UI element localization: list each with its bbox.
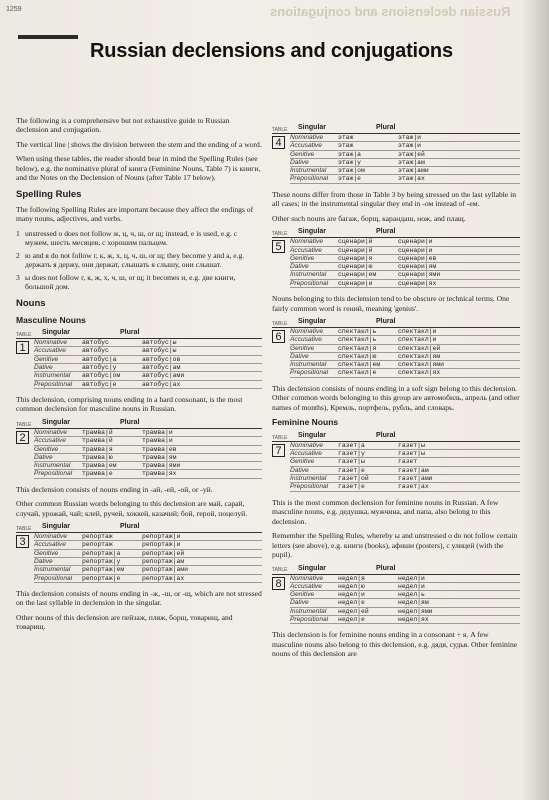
table-number: 3 — [16, 533, 34, 583]
singular-form: автобус|ом — [82, 372, 121, 380]
singular-form: сценари|й — [338, 246, 373, 254]
table-label: TABLE — [16, 331, 32, 338]
declension-table-3 — [16, 523, 262, 583]
singular-form: этаж|ом — [338, 167, 365, 175]
plural-form: этаж|и — [398, 134, 422, 141]
plural-form: автобус|ами — [142, 372, 185, 380]
table-header — [16, 329, 262, 339]
table-row — [290, 458, 520, 466]
plural-form: недел|и — [398, 574, 425, 582]
case-name: Genitive — [34, 445, 59, 453]
feminine-nouns-heading: Feminine Nouns — [272, 417, 339, 428]
case-name: Dative — [34, 453, 53, 461]
singular-form: репортаж|е — [82, 574, 121, 582]
plural-form: сценари|ев — [398, 254, 437, 262]
singular-form: газет|ы — [338, 458, 365, 466]
table-row — [290, 255, 520, 263]
table-row — [290, 328, 520, 336]
table-label: TABLE — [272, 567, 288, 574]
right-column — [272, 124, 520, 664]
plural-form: сценари|ях — [398, 279, 437, 287]
intro-paragraph: The vertical line | shows the division between the stem and the ending of a word. — [16, 139, 262, 149]
singular-form: автобус — [82, 347, 109, 355]
table-row — [290, 238, 520, 246]
singular-form: спектакл|ю — [338, 352, 377, 360]
case-name: Instrumental — [290, 607, 327, 615]
table-number: 8 — [272, 575, 290, 625]
table-row — [290, 134, 520, 142]
table-row — [290, 599, 520, 607]
singular-header: Singular — [298, 564, 327, 572]
singular-form: трамва|ем — [82, 462, 117, 470]
table-label: TABLE — [16, 421, 32, 428]
table-row — [290, 583, 520, 591]
singular-form: недел|е — [338, 616, 365, 624]
nouns-heading: Nouns — [16, 297, 46, 309]
plural-header: Plural — [376, 564, 396, 572]
singular-form: репортаж — [82, 533, 113, 541]
declension-table-5 — [272, 228, 520, 288]
singular-form: этаж — [338, 142, 354, 150]
case-name: Accusative — [34, 437, 66, 445]
case-name: Instrumental — [34, 566, 71, 574]
singular-form: спектакл|ь — [338, 336, 377, 344]
plural-form: этаж|ах — [398, 175, 425, 183]
table-note: This declension, comprising nouns ending in a hard consonant, is the most common declension for masculine nouns in Russian. — [16, 394, 243, 414]
case-name: Genitive — [290, 254, 315, 262]
table-header — [16, 523, 262, 533]
singular-form: недел|я — [338, 574, 365, 582]
table-row — [34, 437, 262, 445]
rule-item: 3 ы does not follow г, к, ж, х, ч, ш, or щ; it becomes и, e.g. две книги, большой дом. — [16, 272, 236, 292]
table-row — [290, 271, 520, 279]
plural-form: спектакл|ями — [398, 361, 445, 369]
table-header — [16, 419, 262, 429]
table-row — [34, 454, 262, 462]
case-name: Prepositional — [290, 483, 329, 491]
table-number: 7 — [272, 442, 290, 492]
table-row — [290, 151, 520, 159]
rule-item: 2 ю and я do not follow г, к, ж, х, ц, ч, ш, or щ; they become у and а, e.g. держать я держу, они держат, слышать я слышу, они слышат. — [16, 250, 245, 270]
table-header — [272, 432, 520, 442]
singular-form: газет|е — [338, 483, 365, 491]
table-row — [290, 247, 520, 255]
case-name: Instrumental — [34, 372, 71, 380]
plural-form: репортаж|ами — [142, 566, 189, 574]
singular-form: репортаж|ем — [82, 566, 125, 574]
singular-form: этаж|у — [338, 158, 362, 166]
case-name: Dative — [34, 558, 53, 566]
table-note: These nouns differ from those in Table 3 by being stressed on the last syllable in all cases; in the instrumental singular they end in -ом instead of -ем. — [272, 189, 517, 209]
case-name: Genitive — [34, 549, 59, 557]
title-accent-bar — [18, 35, 78, 39]
case-name: Nominative — [290, 441, 323, 449]
singular-form: спектакл|е — [338, 369, 377, 377]
case-name: Dative — [290, 158, 309, 166]
declension-table-4 — [272, 124, 520, 184]
plural-form: этаж|ами — [398, 167, 429, 175]
case-name: Accusative — [34, 347, 66, 355]
case-name: Accusative — [290, 336, 322, 344]
case-name: Dative — [290, 352, 309, 360]
plural-form: спектакл|и — [398, 327, 437, 335]
singular-form: этаж — [338, 134, 354, 141]
case-name: Accusative — [290, 450, 322, 458]
singular-header: Singular — [298, 124, 327, 132]
plural-form: трамва|ям — [142, 453, 177, 461]
table-note: This declension is for feminine nouns ending in a consonant + я. A few masculine nouns also belong to this declension, e.g. дядя, судья. Other feminine nouns of this declension are — [272, 630, 518, 659]
case-name: Prepositional — [34, 574, 73, 582]
table-row — [290, 369, 520, 377]
declension-table-8 — [272, 565, 520, 625]
singular-form: недел|и — [338, 591, 365, 599]
case-name: Instrumental — [290, 271, 327, 279]
plural-form: репортаж|ах — [142, 574, 185, 582]
case-name: Instrumental — [290, 475, 327, 483]
singular-form: трамва|й — [82, 437, 113, 445]
case-name: Prepositional — [34, 380, 73, 388]
plural-form: трамва|ях — [142, 470, 177, 478]
case-name: Prepositional — [290, 175, 329, 183]
table-row — [290, 280, 520, 288]
case-name: Genitive — [290, 344, 315, 352]
case-name: Nominative — [34, 533, 67, 541]
singular-form: газет|а — [338, 441, 365, 449]
table-row — [34, 566, 262, 574]
plural-header: Plural — [376, 318, 396, 326]
plural-form: сценари|и — [398, 246, 433, 254]
plural-form: сценари|и — [398, 238, 433, 246]
case-name: Nominative — [34, 428, 67, 436]
table-row — [290, 616, 520, 624]
table-label: TABLE — [272, 126, 288, 133]
plural-form: автобус|ов — [142, 355, 181, 363]
intro-paragraph: The following is a comprehensive but not exhaustive guide to Russian declension and conjugation. — [16, 116, 230, 135]
table-row — [290, 353, 520, 361]
plural-form: газет|ами — [398, 475, 433, 483]
case-name: Instrumental — [290, 361, 327, 369]
table-number: 2 — [16, 429, 34, 479]
plural-header: Plural — [376, 228, 396, 236]
singular-form: сценари|я — [338, 254, 373, 262]
case-name: Dative — [290, 599, 309, 607]
plural-form: этаж|и — [398, 142, 422, 150]
page-title: Russian declensions and conjugations — [90, 40, 453, 62]
table-note: This declension consists of nouns ending in -ж, -ш, or -щ, which are not stressed on the last syllable in declension in the singular. — [16, 588, 262, 608]
table-row — [34, 541, 262, 549]
table-note: Other such nouns are багаж, борщ, карандаш, нож, and плащ. — [272, 213, 466, 223]
plural-form: газет|ы — [398, 450, 425, 458]
plural-form: спектакл|ям — [398, 352, 441, 360]
singular-form: сценари|ю — [338, 263, 373, 271]
case-name: Nominative — [290, 134, 323, 141]
page-edge-shadow — [523, 0, 549, 800]
table-row — [290, 263, 520, 271]
table-row — [290, 142, 520, 150]
table-note: This declension consists of nouns ending in -ай, -ей, -ой, or -уй. — [16, 484, 213, 494]
plural-form: этаж|ам — [398, 158, 425, 166]
singular-form: этаж|а — [338, 150, 362, 158]
singular-header: Singular — [298, 228, 327, 236]
plural-form: трамва|ев — [142, 445, 177, 453]
plural-form: репортаж|ей — [142, 549, 185, 557]
case-name: Dative — [290, 263, 309, 271]
singular-form: автобус|а — [82, 355, 117, 363]
table-note: Remember the Spelling Rules, whereby ы and unstressed o do not follow certain letters (see above), e.g. книги (books), афиши (posters), с улицей (with the pupil). — [272, 531, 518, 560]
table-row — [290, 450, 520, 458]
singular-form: недел|е — [338, 599, 365, 607]
table-row — [34, 550, 262, 558]
plural-form: репортаж|ам — [142, 558, 185, 566]
table-row — [290, 467, 520, 475]
plural-form: репортаж|и — [142, 541, 181, 549]
singular-form: сценари|ем — [338, 271, 377, 279]
table-row — [290, 483, 520, 491]
spelling-rules-list — [16, 229, 262, 292]
singular-form: спектакл|ем — [338, 361, 381, 369]
singular-form: спектакл|я — [338, 344, 377, 352]
singular-form: газет|е — [338, 466, 365, 474]
table-label: TABLE — [272, 320, 288, 327]
case-name: Prepositional — [290, 369, 329, 377]
plural-form: недел|ь — [398, 591, 425, 599]
case-name: Genitive — [290, 458, 315, 466]
singular-form: недел|ей — [338, 607, 369, 615]
table-row — [34, 381, 262, 389]
singular-header: Singular — [298, 318, 327, 326]
plural-form: спектакл|и — [398, 336, 437, 344]
case-name: Nominative — [290, 238, 323, 246]
spelling-rules-heading: Spelling Rules — [16, 188, 82, 200]
singular-form: автобус — [82, 339, 109, 347]
table-number: 6 — [272, 328, 290, 378]
case-name: Nominative — [290, 574, 323, 582]
plural-form: сценари|ям — [398, 263, 437, 271]
plural-form: газет|ам — [398, 466, 429, 474]
plural-form: газет|ах — [398, 483, 429, 491]
case-name: Nominative — [290, 327, 323, 335]
table-label: TABLE — [272, 230, 288, 237]
table-row — [34, 533, 262, 541]
case-name: Instrumental — [290, 167, 327, 175]
plural-form: трамва|и — [142, 437, 173, 445]
case-name: Nominative — [34, 339, 67, 347]
table-header — [272, 124, 520, 134]
table-number: 4 — [272, 134, 290, 184]
plural-form: спектакл|ях — [398, 369, 441, 377]
plural-form: репортаж|и — [142, 533, 181, 541]
singular-form: репортаж|а — [82, 549, 121, 557]
plural-form: автобус|ы — [142, 347, 177, 355]
case-name: Prepositional — [290, 616, 329, 624]
case-name: Accusative — [290, 246, 322, 254]
case-name: Genitive — [290, 591, 315, 599]
table-note: Other nouns of this declension are пейзаж, пляж, борщ, товарищ, and товарищ. — [16, 612, 233, 632]
singular-form: трамва|я — [82, 445, 113, 453]
plural-header: Plural — [120, 329, 140, 337]
plural-form: газет — [398, 458, 418, 466]
declension-table-1 — [16, 329, 262, 389]
table-header — [272, 565, 520, 575]
singular-header: Singular — [42, 523, 71, 531]
singular-form: репортаж — [82, 541, 113, 549]
page-number: 1259 — [6, 6, 22, 13]
plural-form: газет|ы — [398, 441, 425, 449]
plural-form: этаж|ей — [398, 150, 425, 158]
case-name: Genitive — [34, 355, 59, 363]
singular-form: трамва|й — [82, 428, 113, 436]
singular-form: автобус|е — [82, 380, 117, 388]
case-name: Dative — [290, 466, 309, 474]
plural-header: Plural — [376, 432, 396, 440]
plural-form: автобус|ах — [142, 380, 181, 388]
table-number: 1 — [16, 339, 34, 389]
declension-table-2 — [16, 419, 262, 479]
case-name: Dative — [34, 364, 53, 372]
table-row — [34, 575, 262, 583]
singular-header: Singular — [42, 419, 71, 427]
table-row — [290, 591, 520, 599]
singular-form: трамва|е — [82, 470, 113, 478]
singular-form: спектакл|ь — [338, 327, 377, 335]
table-row — [34, 347, 262, 355]
declension-table-6 — [272, 318, 520, 378]
plural-form: недел|ями — [398, 607, 433, 615]
table-label: TABLE — [272, 434, 288, 441]
table-row — [34, 558, 262, 566]
singular-form: трамва|ю — [82, 453, 113, 461]
table-row — [290, 175, 520, 183]
table-row — [290, 336, 520, 344]
plural-form: сценари|ями — [398, 271, 441, 279]
table-row — [290, 361, 520, 369]
case-name: Accusative — [290, 142, 322, 150]
singular-form: газет|ой — [338, 475, 369, 483]
singular-header: Singular — [298, 432, 327, 440]
table-note: Nouns belonging to this declension tend to be obscure or technical terms. One fairly common word is гений, meaning 'genius'. — [272, 294, 510, 313]
table-row — [290, 167, 520, 175]
plural-form: трамва|и — [142, 428, 173, 436]
plural-form: трамва|ями — [142, 462, 181, 470]
table-row — [34, 470, 262, 478]
table-row — [290, 608, 520, 616]
case-name: Instrumental — [34, 462, 71, 470]
singular-form: репортаж|у — [82, 558, 121, 566]
plural-header: Plural — [376, 124, 396, 132]
left-column — [16, 116, 262, 637]
masculine-nouns-heading: Masculine Nouns — [16, 314, 86, 325]
table-number: 5 — [272, 238, 290, 288]
plural-form: спектакл|ей — [398, 344, 441, 352]
singular-form: этаж|е — [338, 175, 362, 183]
bleed-through-heading: Russian declensions and conjugations — [270, 4, 511, 19]
singular-form: сценари|й — [338, 238, 373, 246]
table-label: TABLE — [16, 525, 32, 532]
table-row — [290, 575, 520, 583]
table-row — [290, 345, 520, 353]
table-row — [34, 429, 262, 437]
rule-item: 1 unstressed o does not follow ж, ц, ч, ш, or щ; instead, e is used, e.g. с мужем, шесть месяцев, с хорошим пальцем. — [16, 228, 238, 248]
table-note: This is the most common declension for feminine nouns in Russian. A few masculine nouns, e.g. дедушка, мужчина, and папа, also belong to this declension. — [272, 497, 499, 526]
case-name: Accusative — [34, 541, 66, 549]
case-name: Prepositional — [290, 279, 329, 287]
intro-paragraph: When using these tables, the reader should bear in mind the Spelling Rules (see below), e.g. the nominative plural of книга (Feminine Nouns, Table 7) is книги, and the Notes on the Declension of Nouns (after Table 17 below). — [16, 154, 261, 183]
table-row — [290, 159, 520, 167]
case-name: Genitive — [290, 150, 315, 158]
plural-form: недел|и — [398, 582, 425, 590]
table-row — [290, 442, 520, 450]
case-name: Prepositional — [34, 470, 73, 478]
plural-form: недел|ях — [398, 616, 429, 624]
table-note: Other common Russian words belonging to this declension are май, сарай, случай, урожай, чай; клей, ручей, хоккей, казачий; бой, герой, поцелуй. — [16, 499, 248, 518]
singular-form: сценари|и — [338, 279, 373, 287]
plural-form: автобус|ы — [142, 339, 177, 347]
singular-form: газет|у — [338, 450, 365, 458]
plural-form: автобус|ам — [142, 364, 181, 372]
plural-header: Plural — [120, 419, 140, 427]
singular-form: автобус|у — [82, 364, 117, 372]
plural-header: Plural — [120, 523, 140, 531]
singular-header: Singular — [42, 329, 71, 337]
table-row — [34, 462, 262, 470]
table-row — [34, 446, 262, 454]
table-note: This declension consists of nouns ending in a soft sign belong to this declension. Other common words belonging to this group are автомобиль, апрель (and other names of months), Кремль, портфель, рубль, and словарь. — [272, 383, 520, 412]
plural-form: недел|ям — [398, 599, 429, 607]
table-row — [34, 356, 262, 364]
case-name: Accusative — [290, 582, 322, 590]
declension-table-7 — [272, 432, 520, 492]
table-row — [290, 475, 520, 483]
table-header — [272, 228, 520, 238]
spelling-intro: The following Spelling Rules are important because they affect the endings of many nouns, adjectives, and verbs. — [16, 204, 254, 224]
table-row — [34, 372, 262, 380]
singular-form: недел|ю — [338, 582, 365, 590]
table-header — [272, 318, 520, 328]
